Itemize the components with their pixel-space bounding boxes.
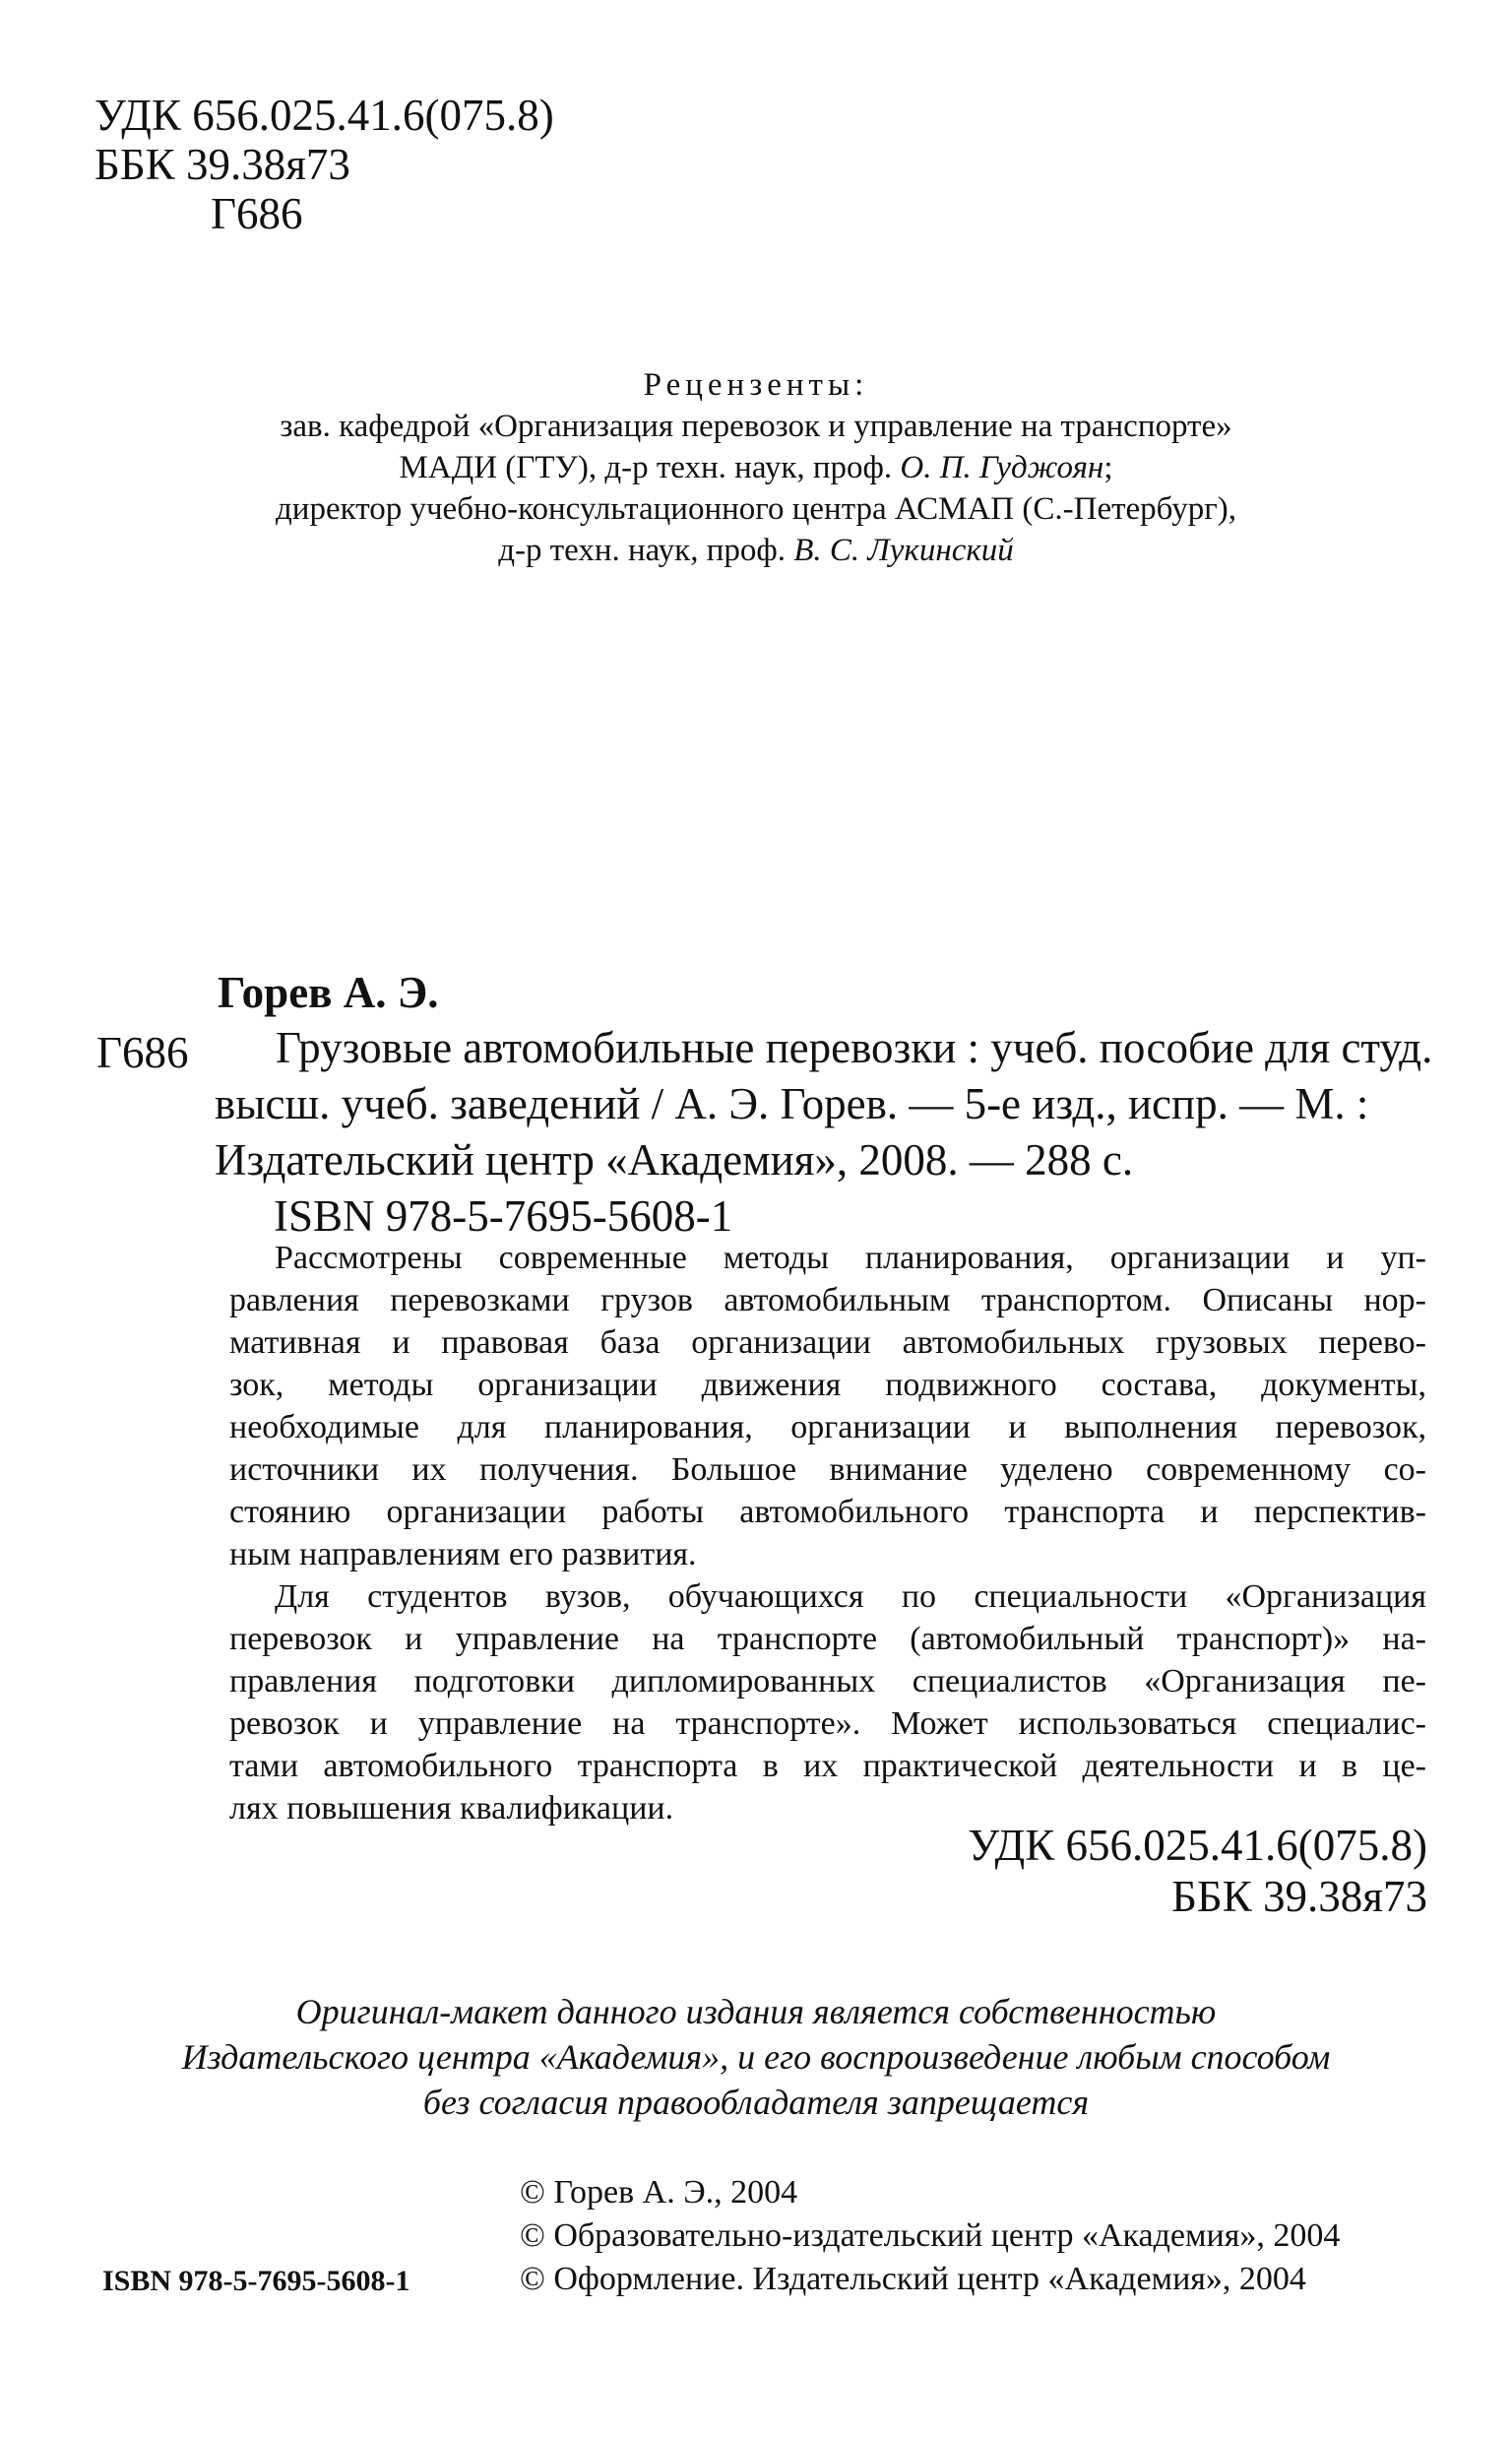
- reviewer-line-2-tail: ;: [1103, 450, 1113, 485]
- record-author: Горев А. Э.: [218, 968, 439, 1017]
- notice-line-1: Оригинал-макет данного издания является собственностью: [295, 1992, 1217, 2031]
- classification-codes-bottom: [968, 1820, 1427, 1922]
- record-line-3: Издательский центр «Академия», 2008. — 288 с.: [215, 1135, 1134, 1185]
- reviewers-heading: Рецензенты:: [643, 367, 869, 403]
- udk-code: УДК 656.025.41.6(075.8): [94, 91, 554, 140]
- reviewer-line-1: зав. кафедрой «Организация перевозок и управление на транспорте»: [280, 409, 1232, 444]
- copyright-block: [520, 2171, 1340, 2301]
- reviewer-line-2: [0, 447, 1512, 488]
- copyright-line-1: © Горев А. Э., 2004: [520, 2174, 798, 2211]
- record-line-1: Грузовые автомобильные перевозки : учеб. пособие для студ.: [276, 1023, 1433, 1072]
- record-isbn: ISBN 978-5-7695-5608-1: [274, 1191, 733, 1241]
- isbn-footer: ISBN 978-5-7695-5608-1: [102, 2265, 410, 2297]
- annotation-line: ревозок и управление на транспорте». Может использоваться специалис-: [229, 1705, 1426, 1742]
- bbk-code: ББК 39.38я73: [94, 140, 350, 189]
- classification-codes-top: [94, 91, 554, 238]
- annotation-line: лях повышения квалификации.: [229, 1790, 674, 1827]
- notice-line-3: без согласия правообладателя запрещается: [422, 2083, 1090, 2122]
- annotation-line: зок, методы организации движения подвижного состава, документы,: [229, 1367, 1426, 1403]
- rights-notice: [0, 1989, 1512, 2125]
- author-mark: Г686: [211, 189, 303, 238]
- annotation-line: источники их получения. Большое внимание уделено современному со-: [229, 1451, 1426, 1488]
- udk-code-bottom: УДК 656.025.41.6(075.8): [968, 1821, 1427, 1870]
- record-line-2: высш. учеб. заведений / А. Э. Горев. — 5-е изд., испр. — М. :: [215, 1079, 1369, 1128]
- bbk-code-bottom: ББК 39.38я73: [1171, 1872, 1427, 1921]
- reviewer-name-2: В. С. Лукинский: [793, 533, 1014, 568]
- bibliographic-record: [215, 1020, 1433, 1245]
- annotation-line: Для студентов вузов, обучающихся по специальности «Организация: [275, 1578, 1426, 1615]
- reviewer-name-1: О. П. Гуджоян: [900, 450, 1104, 485]
- annotation-line: перевозок и управление на транспорте (автомобильный транспорт)» на-: [229, 1621, 1426, 1657]
- reviewer-line-4-text: д-р техн. наук, проф.: [498, 533, 794, 568]
- annotation-line: ным направлениям его развития.: [229, 1536, 697, 1572]
- reviewers-block: [0, 364, 1512, 571]
- annotation-line: тами автомобильного транспорта в их практической деятельности и в це-: [229, 1748, 1426, 1784]
- annotation-paragraph-1: [229, 1237, 1426, 1575]
- annotation-line: необходимые для планирования, организации и выполнения перевозок,: [229, 1409, 1426, 1445]
- record-code: Г686: [96, 1028, 189, 1077]
- annotation-line: правления подготовки дипломированных специалистов «Организация пе-: [229, 1663, 1426, 1699]
- copyright-line-2: © Образовательно-издательский центр «Академия», 2004: [520, 2217, 1341, 2254]
- reviewer-line-3: директор учебно-консультационного центра АСМАП (С.-Петербург),: [276, 491, 1236, 527]
- annotation-line: Рассмотрены современные методы планирования, организации и уп-: [275, 1240, 1426, 1276]
- annotation-line: стоянию организации работы автомобильного транспорта и перспектив-: [229, 1494, 1426, 1530]
- notice-line-2: Издательского центра «Академия», и его воспроизведение любым способом: [181, 2037, 1331, 2077]
- reviewer-line-2-text: МАДИ (ГТУ), д-р техн. наук, проф.: [399, 450, 901, 485]
- annotation-paragraph-2: [229, 1575, 1426, 1829]
- reviewer-line-4: [0, 530, 1512, 571]
- copyright-line-3: © Оформление. Издательский центр «Академия», 2004: [520, 2261, 1306, 2297]
- annotation-line: мативная и правовая база организации автомобильных грузовых перево-: [229, 1324, 1426, 1361]
- annotation-line: равления перевозками грузов автомобильным транспортом. Описаны нор-: [229, 1282, 1426, 1318]
- annotation: [229, 1237, 1426, 1829]
